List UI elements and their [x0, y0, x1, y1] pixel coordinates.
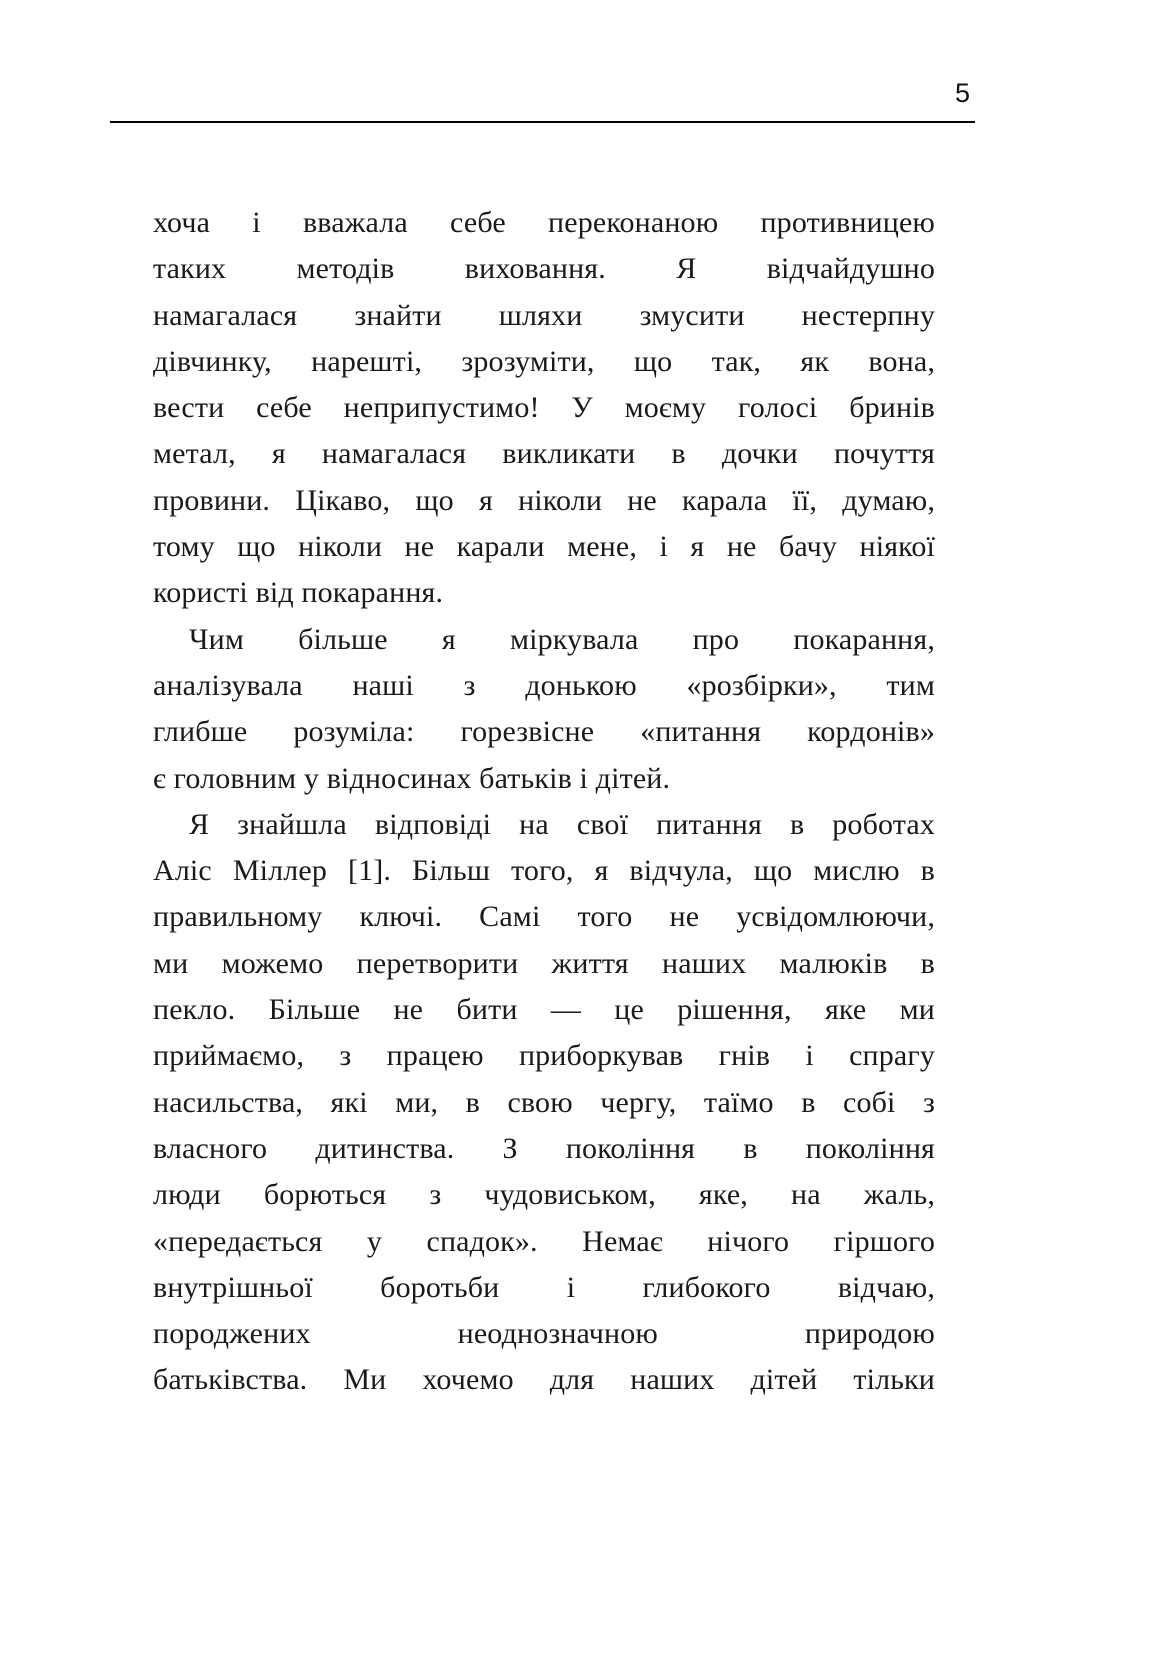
text-line: «передається у спадок». Немає нічого гіршого — [153, 1224, 935, 1258]
text-line: приймаємо, з працею приборкував гнів і спрагу — [153, 1039, 935, 1073]
text-line: аналізувала наші з донькою «розбірки», тим — [153, 668, 935, 702]
text-line: ми можемо перетворити життя наших малюків в — [153, 946, 935, 980]
text-line: вести себе неприпустимо! У моєму голосі бринів — [153, 391, 935, 425]
text-line: користі від покарання. — [153, 576, 444, 610]
text-line: Аліс Міллер [1]. Більш того, я відчула, що мислю в — [153, 854, 935, 888]
text-line: внутрішньої боротьби і глибокого відчаю, — [153, 1270, 935, 1304]
body-text — [153, 200, 935, 1404]
text-line: пекло. Більше не бити — це рішення, яке ми — [153, 993, 935, 1027]
text-line: намагалася знайти шляхи змусити нестерпну — [153, 298, 935, 332]
text-line: таких методів виховання. Я відчайдушно — [153, 252, 935, 286]
text-line: батьківства. Ми хочемо для наших дітей тільки — [153, 1363, 935, 1397]
text-line: глибше розуміла: горезвісне «питання кордонів» — [153, 715, 935, 749]
page-number: 5 — [955, 78, 971, 108]
text-line: тому що ніколи не карали мене, і я не бачу ніякої — [153, 530, 935, 564]
text-line: правильному ключі. Самі того не усвідомлюючи, — [153, 900, 935, 934]
text-line: хоча і вважала себе переконаною противницею — [153, 206, 935, 239]
text-line: люди борються з чудовиськом, яке, на жаль, — [153, 1178, 935, 1212]
text-line: дівчинку, нарешті, зрозуміти, що так, як вона, — [153, 344, 935, 378]
text-line: насильства, які ми, в свою чергу, таїмо в собі з — [153, 1085, 935, 1119]
text-line: метал, я намагалася викликати в дочки почуття — [153, 437, 935, 471]
text-line: Чим більше я міркувала про покарання, — [189, 622, 935, 656]
text-line: є головним у відносинах батьків і дітей. — [153, 761, 671, 795]
text-line: провини. Цікаво, що я ніколи не карала її, думаю, — [153, 483, 935, 517]
header-rule — [110, 121, 975, 123]
text-line: породжених неоднозначною природою — [153, 1317, 935, 1351]
text-line: власного дитинства. З покоління в покоління — [153, 1131, 935, 1165]
text-line: Я знайшла відповіді на свої питання в роботах — [189, 807, 935, 841]
